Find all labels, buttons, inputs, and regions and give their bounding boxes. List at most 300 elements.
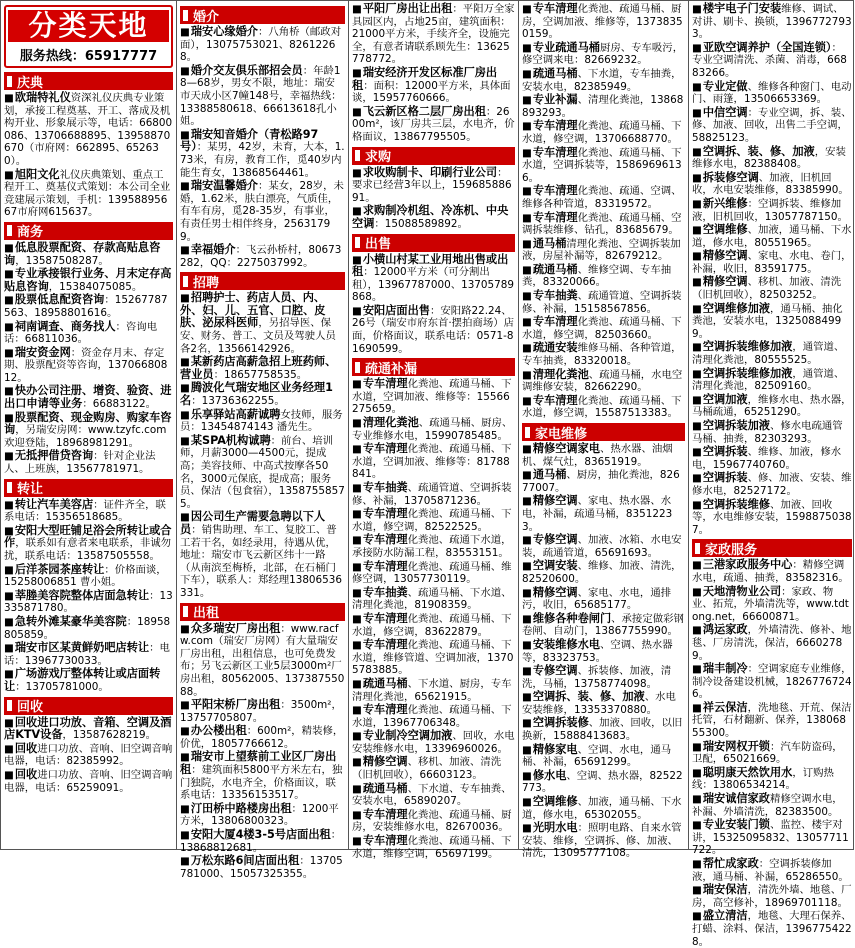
ad-headline: 招聘护士、药店人员、内、外、妇、儿、五官、口腔、皮肤、泌尿科医师 (180, 291, 326, 330)
ad-headline: 专业定做 (702, 79, 748, 93)
ad-item (180, 129, 345, 179)
ad-item (522, 395, 685, 420)
bullet-icon: ■ (692, 393, 702, 406)
masthead-title: 分类天地 (8, 10, 169, 42)
ad-body: 、加液、冰箱、水电安装，疏通管道，65691693。 (522, 534, 682, 559)
bullet-icon: ■ (352, 756, 362, 769)
ad-headline: 空调拆装 (702, 471, 748, 485)
ad-body: 、移机、加液、清洗（旧机回收），82503252。 (692, 276, 842, 302)
bullet-icon: ■ (352, 560, 362, 573)
bullet-icon: ■ (352, 378, 362, 391)
category-header (4, 697, 173, 715)
ad-headline: 某SPA机构诚聘 (190, 433, 271, 447)
bullet-icon: ■ (692, 106, 702, 119)
ad-headline: 回收 (14, 741, 38, 755)
ad-headline: 腾波化气瑞安地区业务经理1名 (180, 381, 333, 408)
ad-headline: 飞云新区格二层厂房出租 (362, 104, 486, 118)
ad-headline: 疏通安装 (532, 341, 578, 355)
ad-item (522, 342, 685, 367)
bullet-icon: ■ (692, 793, 702, 806)
ad-body: 化粪池、疏通马桶、下水道，空调加液、维修等：81788841。 (352, 443, 512, 481)
category-header (4, 479, 173, 497)
ad-headline: 天地清物业公司 (702, 584, 782, 598)
ad-headline: 瑞安网权开锁 (702, 739, 770, 753)
ad-headline: 专车清理 (362, 834, 408, 848)
bullet-icon: ■ (352, 253, 362, 266)
ad-headline: 空调维修 (532, 795, 578, 809)
ad-body: 化粪池、疏通马桶、下水道，修空调，83622879。 (352, 612, 512, 638)
ad-item (692, 559, 852, 584)
bullet-icon: ■ (352, 808, 362, 821)
bullet-icon: ■ (522, 691, 532, 704)
bullet-icon: ■ (692, 819, 702, 832)
ad-headline: 专车清理 (532, 315, 578, 329)
ad-headline: 求购制冷机组、冷冻机、中央空调 (352, 204, 509, 230)
hotline: 服务热线：65917777 (19, 49, 158, 64)
ad-headline: 平阳厂房出让出租 (362, 2, 453, 15)
category-marker-icon (7, 76, 12, 87)
ad-headline: 空调加液 (702, 392, 748, 406)
bullet-icon: ■ (692, 910, 702, 923)
ad-headline: 小横山村某工业用地出售或出租 (352, 252, 509, 279)
ad-headline: 专业疏通马桶 (532, 40, 600, 54)
ad-headline: 低息股票配资、存款高贴息咨询 (4, 240, 161, 267)
ad-body: ：针对企业法人、上班族，13567781971。 (4, 450, 156, 476)
ad-body: 化粪池、疏通马桶、空调拆装维修、钻孔，83685679。 (522, 211, 682, 237)
ad-body: 、加液，通马桶、下水道，修水电，65302055。 (522, 796, 682, 821)
ad-headline: 后洋茶园茶座转让 (14, 562, 105, 576)
ad-headline: 瑞安心缘婚介 (190, 25, 258, 38)
ad-item (522, 717, 685, 742)
ad-body: ，清洗外墙、地毯、厂房，高空修补，18969701118。 (692, 884, 852, 909)
bullet-icon: ■ (692, 302, 702, 315)
ad-item (692, 3, 852, 41)
bullet-icon: ■ (692, 145, 702, 158)
category-label: 出售 (365, 237, 392, 252)
ad-item (692, 303, 852, 341)
bullet-icon: ■ (692, 41, 702, 54)
ad-headline: 乐享驿站高薪诚聘 (190, 407, 281, 421)
ad-headline: 幸福婚介 (190, 243, 236, 257)
bullet-icon: ■ (352, 3, 362, 15)
ad-headline: 清理化粪池 (362, 416, 419, 430)
ad-item (692, 472, 852, 497)
ad-item (4, 564, 173, 589)
ad-headline: 空调拆装维修加液 (702, 366, 793, 380)
ad-item (692, 276, 852, 301)
ad-headline: 专车清理 (362, 638, 408, 652)
ad-body: ：13705781000、15057325355。 (180, 855, 343, 880)
bullet-icon: ■ (692, 624, 702, 637)
ad-headline: 专车抽粪 (362, 585, 408, 599)
category-marker-icon (183, 10, 188, 21)
ad-item (692, 702, 852, 740)
ad-item (692, 146, 852, 171)
ad-body: ，通管道、清理化粪池，80555525。 (692, 341, 845, 367)
ad-item (180, 180, 345, 243)
bullet-icon: ■ (180, 128, 190, 141)
ad-item (352, 809, 515, 834)
ad-item (180, 751, 345, 801)
ad-headline: 办公楼出租 (190, 724, 247, 738)
ad-headline: 求收购制卡、印刷行业公司 (362, 165, 498, 179)
bullet-icon: ■ (4, 742, 14, 755)
ad-body: ，15384075085。 (48, 280, 143, 293)
bullet-icon: ■ (522, 67, 532, 80)
bullet-icon: ■ (180, 292, 190, 305)
bullet-icon: ■ (522, 237, 532, 250)
ad-item (180, 829, 345, 854)
ad-item (692, 446, 852, 471)
ad-item (4, 169, 173, 219)
ad-body: 、加液，旧机回收，水电安装维修，83385990。 (692, 171, 849, 197)
ad-body: ：电话：13967730033。 (4, 642, 170, 667)
category-header (4, 222, 173, 240)
ad-headline: 中信空调 (702, 105, 748, 119)
bullet-icon: ■ (4, 411, 14, 424)
ad-body: ：13736362255。 (191, 395, 285, 408)
ad-body: ：精修空调水电，疏通、抽粪，83582316。 (692, 559, 849, 584)
bullet-icon: ■ (352, 730, 362, 743)
bullet-icon: ■ (352, 417, 362, 430)
ad-headline: 空调拆、装、修、加液 (702, 144, 815, 158)
ad-item (522, 147, 685, 185)
ad-headline: 三港家政服务中心 (702, 558, 793, 572)
ad-body: 、清理化粪池，13868893293。 (522, 94, 684, 119)
ad-body: ，13587628219。 (62, 729, 157, 742)
bullet-icon: ■ (692, 420, 702, 432)
ad-body: ：八角桥（邮政对面），13075753021、82612268。 (180, 26, 342, 64)
bullet-icon: ■ (352, 639, 362, 652)
ad-item (180, 435, 345, 511)
ad-item (522, 560, 685, 585)
ad-headline: 广场游戏厅整体转让或店面转让 (4, 667, 161, 693)
ad-item (352, 783, 515, 808)
ad-headline: 专车清理 (532, 393, 578, 407)
ad-headline: 空调拆装修 (532, 716, 589, 730)
bullet-icon: ■ (180, 622, 190, 635)
ad-item (692, 819, 852, 857)
ad-body: 、下水道、厨房，专车清理化粪池，65621915。 (352, 677, 512, 703)
ad-body: 化粪池、疏通、空调、维修各种管道，83319572。 (522, 185, 682, 210)
ad-body: 、加液、回收，以旧换新，15888413683。 (522, 717, 683, 743)
ad-headline: 精修空调 (532, 494, 578, 508)
ad-item (352, 704, 515, 729)
ad-item (692, 368, 852, 393)
ad-body: 、监控、楼宇对讲，15325095832、13057711722。 (692, 819, 849, 857)
ad-headline: 通马桶 (532, 468, 567, 482)
ad-item (692, 741, 852, 766)
ad-item (4, 616, 173, 641)
ad-item (352, 835, 515, 860)
ad-body: ，订购热线：13806534214。 (692, 766, 834, 792)
ad-item (352, 378, 515, 416)
ad-item (692, 420, 852, 445)
bullet-icon: ■ (692, 341, 702, 354)
bullet-icon: ■ (180, 751, 190, 764)
ad-headline: 专业承接银行业务、月末定存高贴息咨询 (4, 267, 172, 293)
ad-body: 化粪池、疏通下水道，承接防水防漏工程，83553151。 (352, 534, 512, 559)
category-header (180, 272, 345, 290)
bullet-icon: ■ (692, 701, 702, 714)
ad-body: ：照明电路、自来水管安装、维修，空调拆、修、加液、清洗，13095777108。 (522, 822, 682, 860)
ad-item (180, 26, 345, 64)
ad-item (352, 67, 515, 105)
ad-body: ，洗地毯、开荒、保洁托管，石材翻新、保养，13806855300。 (692, 701, 852, 740)
ad-body: 、维修、加液，修水电，15967740760。 (692, 446, 842, 471)
bullet-icon: ■ (180, 829, 190, 842)
ad-headline: 专业安装门锁 (702, 818, 770, 832)
ad-headline: 专车抽粪 (362, 481, 408, 494)
ad-body: 、家电、水电，通排污，收旧，65685177。 (522, 586, 672, 612)
ad-headline: 楼宇电子门安装 (702, 2, 782, 15)
ad-item (522, 534, 685, 559)
bullet-icon: ■ (692, 80, 702, 93)
ad-body: 、下水道、专车抽粪、安装水电，65890207。 (352, 782, 512, 808)
ad-body: 化粪池、疏通马桶、下水道，空调加液、维修等：15566275659。 (352, 378, 512, 416)
ad-headline: 回收进口功放、音箱、空调及酒店KTV设备 (4, 715, 172, 742)
ad-headline: 空调安装 (532, 559, 578, 573)
bullet-icon: ■ (522, 534, 532, 547)
ad-item (522, 469, 685, 494)
ad-headline: 修水电 (532, 768, 567, 782)
ad-headline: 汀田桥中路楼房出租 (190, 801, 292, 815)
bullet-icon: ■ (522, 560, 532, 573)
ad-item (4, 525, 173, 563)
ad-headline: 因公司生产需要急聘以下人员 (180, 510, 326, 536)
category-label: 婚介 (193, 9, 220, 25)
column-4 (519, 1, 689, 860)
bullet-icon: ■ (522, 94, 532, 107)
ad-body: 、维修各种窗门、电动门、雨篷，13506653369。 (692, 80, 852, 106)
ad-headline: 急转外滩某豪华美容院 (14, 614, 127, 628)
bullet-icon: ■ (352, 612, 362, 625)
ad-item (522, 495, 685, 533)
ad-body: ：家政、物业、拓荒，外墙清洗等，www.tdtong.net，66600871。 (692, 585, 849, 623)
ad-item (4, 590, 173, 615)
ad-body: 化粪池、疏通马桶、下水道，13967706348。 (352, 704, 512, 729)
category-marker-icon (183, 276, 188, 287)
bullet-icon: ■ (352, 586, 362, 599)
bullet-icon: ■ (522, 316, 532, 329)
ad-headline: 疏通马桶 (362, 676, 408, 690)
ad-headline: 专修空调 (532, 533, 578, 547)
bullet-icon: ■ (352, 534, 362, 547)
ad-body: 、下水道，专车抽粪，安装水电，82385949。 (522, 67, 682, 93)
ad-body: 化粪池、疏通马桶、下水道，修空调，82522525。 (352, 508, 512, 533)
bullet-icon: ■ (692, 766, 702, 779)
ad-headline: 专车清理 (532, 145, 578, 159)
ad-item (692, 250, 852, 275)
ad-headline: 精修空调 (702, 249, 748, 263)
ad-item (352, 305, 515, 355)
ad-body: ：3500m²，13757705807。 (180, 699, 342, 724)
ad-headline: 安阳店面出售 (362, 303, 430, 317)
bullet-icon: ■ (522, 146, 532, 159)
bullet-icon: ■ (522, 469, 532, 482)
ad-item (4, 717, 173, 742)
ad-headline: 莘塍美容院整体店面急转让 (14, 588, 150, 602)
column-1 (1, 1, 177, 849)
ad-item (522, 94, 685, 119)
ad-body: ：资金存月末、存定期、股票配资等咨询，13706680812。 (4, 346, 168, 384)
ad-body: 清理化粪池、空调拆装加液，房屋补漏等，82679212。 (522, 237, 681, 263)
ad-body: ：汽车防盗码，卫配，65021669。 (692, 740, 843, 766)
ad-body: ：66883122。 (82, 398, 156, 411)
ad-headline: 股票低息配资咨询 (14, 293, 105, 307)
category-header (352, 358, 515, 376)
bullet-icon: ■ (4, 716, 14, 729)
ad-body: 、疏通马桶，水电空调维修安装，82662290。 (522, 368, 683, 394)
ad-headline: 精修空调 (362, 755, 408, 769)
ad-item (180, 244, 345, 269)
ad-body: 、移机、加液、清洗（旧机回收），66603123。 (352, 756, 502, 782)
bullet-icon: ■ (4, 589, 14, 602)
ad-body: ：销售助理、车工、复胶工、普工若干名，如经录用，待遇从优，地址：瑞安市飞云新区纬十一路（从南滨至梅桥，北部，在石桶门下车），联系人：郑经理13806536331。 (180, 523, 342, 599)
bullet-icon: ■ (522, 796, 532, 809)
bullet-icon: ■ (352, 304, 362, 317)
ad-item (180, 382, 345, 407)
category-header (4, 72, 173, 90)
ad-item (352, 534, 515, 559)
bullet-icon: ■ (692, 559, 702, 572)
bullet-icon: ■ (352, 205, 362, 218)
bullet-icon: ■ (522, 394, 532, 407)
ad-item (692, 499, 852, 537)
bullet-icon: ■ (522, 263, 532, 276)
ad-item (4, 268, 173, 293)
bullet-icon: ■ (522, 342, 532, 355)
ad-item (692, 884, 852, 909)
bullet-icon: ■ (692, 663, 702, 676)
ad-body: ：平阳万全家具园区内，占地25亩，建筑面积：21000平方米，手续齐全，设施完全，有意者请联系顾先生：13625778772。 (352, 3, 515, 66)
ad-body: 、家电、热水器、水电，补漏，疏通马桶，83512233。 (522, 495, 673, 533)
bullet-icon: ■ (692, 367, 702, 380)
ad-headline: 专车清理 (532, 210, 578, 224)
bullet-icon: ■ (522, 3, 532, 15)
ad-body: ：空调拆装、维修加液，旧机回收，13057787150。 (692, 197, 848, 223)
ad-item (522, 212, 685, 237)
bullet-icon: ■ (692, 585, 702, 598)
ad-item (352, 756, 515, 781)
ad-body: ：空调家庭专业维修，制冷设备建设机械，18267767246。 (692, 663, 852, 701)
ad-body: 女技师，服务员：13454874143 潘先生。 (180, 408, 343, 434)
bullet-icon: ■ (692, 740, 702, 753)
ad-item (522, 68, 685, 93)
category-label: 商务 (17, 225, 44, 241)
category-label: 求购 (365, 150, 392, 166)
ad-body: 进口功放、音响、旧空调音响电器，电话：82385992。 (4, 742, 173, 768)
ad-item (692, 198, 852, 223)
ad-item (522, 316, 685, 341)
ad-headline: 专业补漏 (532, 93, 578, 107)
category-marker-icon (695, 543, 700, 554)
category-label: 转让 (17, 482, 44, 498)
ad-item (352, 482, 515, 507)
ad-item (522, 3, 685, 41)
ad-body: 、空调、热水器，82522773。 (522, 769, 683, 795)
ad-item (352, 613, 515, 638)
ad-headline: 瑞安市区某黄鲜奶吧店转让 (14, 641, 150, 655)
category-label: 招聘 (193, 275, 220, 291)
ad-item (180, 292, 345, 355)
ad-body: 、修、加液、安装、维修水电，82527172。 (692, 472, 852, 497)
ad-headline: 安阳大型旺铺足浴会所转让或合作 (4, 523, 172, 550)
ad-headline: 盛立清洁 (702, 909, 748, 923)
ad-body: ，外墙清洗、修补、地毯、厂房清洗，保洁，66602789。 (692, 624, 852, 662)
ad-item (180, 356, 345, 381)
ad-body: 进口功放、音响、旧空调音响电器，电话：65259091。 (4, 768, 173, 794)
ad-item (522, 691, 685, 716)
ad-item (180, 855, 345, 880)
ad-headline: 空调拆装 (702, 445, 748, 459)
ad-body: 、水电安装维修，13353370880。 (522, 691, 676, 716)
ad-body: 礼仪庆典策划、重点工程开工、奠基仪式策划：本公司全业竞建展示策划，手机：13958895667市府网615637。 (4, 168, 171, 219)
ad-item (692, 767, 852, 792)
ad-item (180, 511, 345, 599)
ad-headline: 万松东路6间店面出租 (190, 854, 300, 868)
ad-body: ：13868812681。 (180, 829, 342, 854)
ad-headline: 专车清理 (362, 611, 408, 625)
ad-body: 化粪池、疏通马桶、下水道，修空调，15587513383。 (522, 394, 682, 420)
ad-body: 、厨房，抽化粪池，82677007。 (522, 469, 680, 494)
bullet-icon: ■ (522, 769, 532, 782)
ad-item (180, 699, 345, 724)
ad-item (522, 290, 685, 315)
ad-headline: 空调维修 (702, 223, 748, 237)
ad-headline: 无抵押借贷咨询 (14, 449, 94, 463)
ad-body: ：15088589892。 (374, 217, 468, 230)
bullet-icon: ■ (4, 168, 14, 181)
category-header (352, 147, 515, 165)
ad-body: ：某男，42岁，未育，大本，1.73米，有房，教育工作，觅40岁内能生育女，13868564461。 (180, 141, 345, 179)
bullet-icon: ■ (522, 638, 532, 651)
ad-body: 、疏通管道、空调拆装修、补漏，13705871236。 (352, 482, 512, 507)
ad-headline: 快办公司注册、增资、验资、进出口申请等业务 (4, 384, 172, 411)
category-marker-icon (7, 482, 12, 493)
ad-item (522, 42, 685, 67)
ad-body: 精修空调水电，补漏、外墙清洗，82383500。 (692, 793, 843, 818)
bullet-icon: ■ (4, 241, 14, 254)
ad-body: 、加液、回收等，水电维修安装，15988750387。 (692, 498, 852, 536)
ad-item (692, 624, 852, 662)
ad-body: 、热水器、油烟机、煤气灶，83651919。 (522, 443, 673, 468)
bullet-icon: ■ (692, 276, 702, 289)
ad-headline: 某新药店高薪急招上班药师、营业员 (180, 355, 337, 381)
ad-headline: 光明水电 (532, 821, 578, 835)
ad-body: 、疏通马桶、下水道、清理化粪池，81908359。 (352, 586, 512, 612)
ad-item (522, 185, 685, 210)
bullet-icon: ■ (522, 743, 532, 756)
ad-headline: 瑞丰制冷 (702, 662, 748, 676)
bullet-icon: ■ (4, 524, 14, 537)
bullet-icon: ■ (522, 290, 532, 303)
ad-headline: 空调拆装维修 (702, 497, 770, 511)
ad-item (522, 120, 685, 145)
ad-headline: 安装维修水电 (532, 637, 600, 651)
ad-headline: 专修空调 (532, 664, 578, 678)
bullet-icon: ■ (692, 472, 702, 485)
ad-item (4, 321, 173, 346)
ad-item (692, 394, 852, 419)
bullet-icon: ■ (352, 704, 362, 717)
bullet-icon: ■ (180, 382, 190, 395)
category-header (180, 603, 345, 621)
bullet-icon: ■ (4, 615, 14, 628)
ad-item (522, 443, 685, 468)
category-label: 回收 (17, 700, 44, 716)
ad-body: ：专业空调清洗、杀菌、消毒，66883266。 (692, 41, 847, 79)
